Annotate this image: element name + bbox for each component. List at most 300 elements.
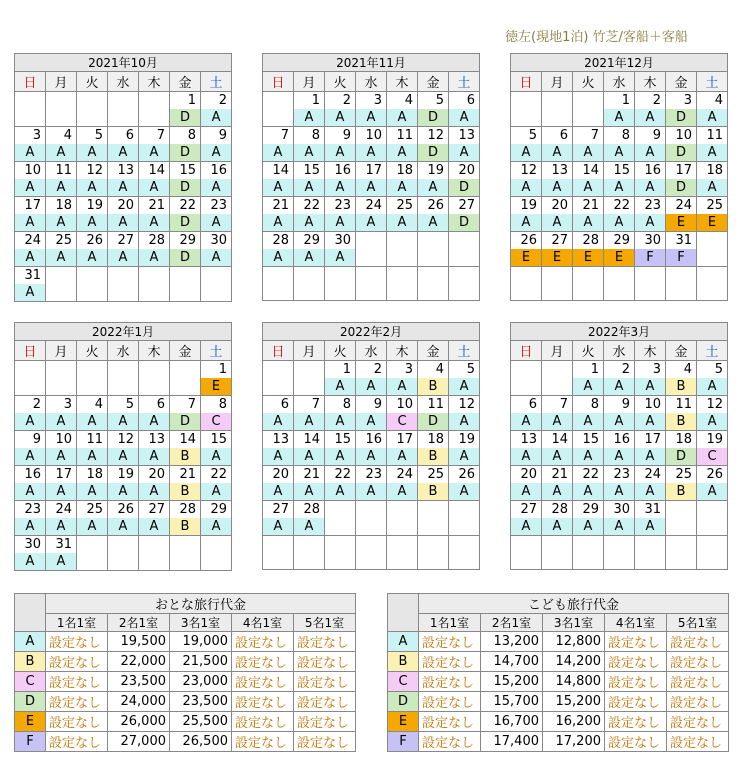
price-code: A [697, 144, 727, 161]
price-code: A [635, 483, 665, 500]
calendar-day [170, 197, 201, 232]
price-value: 13,200 [481, 632, 543, 652]
calendar-day [573, 162, 604, 197]
price-code: A [387, 144, 417, 161]
weekday-header: 日 [15, 72, 46, 92]
calendar-day [77, 232, 108, 267]
calendar-day [263, 396, 294, 431]
calendar-day [15, 267, 46, 302]
day-number: 20 [520, 467, 537, 482]
day-number: 23 [334, 198, 351, 213]
price-table-title: こども旅行代金 [419, 594, 729, 614]
price-code: A [15, 553, 45, 570]
day-number: 24 [365, 198, 382, 213]
price-value: 設定なし [419, 692, 481, 712]
price-code: A [511, 413, 541, 430]
price-code: A [139, 179, 169, 196]
calendar-day [666, 127, 697, 162]
day-number: 11 [86, 432, 103, 447]
day-number: 7 [590, 128, 599, 143]
day-number: 22 [582, 467, 599, 482]
price-code: A [15, 214, 45, 231]
price-code-label: B [15, 652, 46, 672]
day-number: 10 [675, 128, 692, 143]
price-code: A [294, 214, 324, 231]
calendar-day [46, 197, 77, 232]
price-value: 設定なし [294, 732, 356, 752]
calendar-day [666, 431, 697, 466]
price-code: D [170, 413, 200, 430]
day-number: 6 [156, 397, 165, 412]
price-code-label: F [15, 732, 46, 752]
price-code: A [387, 483, 417, 500]
price-code: A [511, 448, 541, 465]
day-number: 12 [117, 432, 134, 447]
calendar-empty-cell [139, 536, 170, 571]
price-code: A [294, 249, 324, 266]
calendar-day [449, 127, 480, 162]
day-number: 18 [86, 467, 103, 482]
calendar-day [666, 162, 697, 197]
day-number: 30 [210, 233, 228, 248]
calendar-day [46, 431, 77, 466]
day-number: 7 [311, 397, 320, 412]
weekday-header: 日 [511, 341, 542, 361]
price-code: A [139, 518, 169, 535]
calendar-day [294, 466, 325, 501]
day-number: 29 [210, 502, 228, 517]
calendar-day [46, 162, 77, 197]
price-code: A [604, 179, 634, 196]
price-code: A [325, 378, 355, 395]
day-number: 19 [86, 198, 103, 213]
day-number: 24 [644, 467, 661, 482]
price-code: A [263, 249, 293, 266]
day-number: 15 [613, 163, 630, 178]
calendar-day [356, 127, 387, 162]
price-code: D [170, 179, 200, 196]
calendar-empty-cell [263, 536, 294, 570]
day-number: 6 [559, 128, 568, 143]
price-code: A [139, 144, 169, 161]
calendar-day [46, 127, 77, 162]
day-number: 16 [365, 432, 382, 447]
day-number: 29 [582, 502, 599, 517]
calendar-day [15, 232, 46, 267]
day-number: 26 [117, 502, 134, 517]
calendar-day [666, 361, 697, 396]
price-code: D [449, 214, 479, 231]
calendar-empty-cell [46, 92, 77, 127]
weekday-header: 金 [170, 341, 201, 361]
day-number: 31 [675, 233, 692, 248]
price-code: E [604, 249, 634, 266]
price-value: 設定なし [419, 632, 481, 652]
day-number: 9 [373, 397, 382, 412]
calendar-empty-cell [418, 267, 449, 301]
day-number: 31 [644, 502, 661, 517]
page-title: 徳左(現地1泊) 竹芝/客船＋客船 [505, 30, 688, 45]
calendar-day [201, 127, 232, 162]
calendar-day [666, 197, 697, 232]
price-code: A [139, 413, 169, 430]
day-number: 24 [24, 233, 41, 248]
day-number: 6 [466, 93, 476, 108]
price-value: 15,700 [481, 692, 543, 712]
calendar-day [108, 431, 139, 466]
calendar-day [604, 232, 635, 267]
calendar-empty-cell [356, 536, 387, 570]
room-occupancy-header: 3名1室 [170, 614, 232, 632]
price-code: A [356, 109, 386, 126]
calendar-empty-cell [573, 536, 604, 570]
calendar-day [418, 162, 449, 197]
price-code: A [542, 483, 572, 500]
price-code: A [635, 109, 665, 126]
price-code: A [604, 214, 634, 231]
day-number: 15 [303, 163, 320, 178]
calendar-day [170, 162, 201, 197]
weekday-header: 水 [604, 72, 635, 92]
calendar-empty-cell [46, 267, 77, 302]
price-row [15, 732, 356, 752]
weekday-header: 水 [108, 72, 139, 92]
calendar-empty-cell [294, 536, 325, 570]
price-code: A [573, 413, 603, 430]
day-number: 10 [24, 163, 41, 178]
calendar-day [573, 501, 604, 536]
calendar-day [697, 162, 728, 197]
price-code: A [635, 448, 665, 465]
weekday-header: 日 [263, 72, 294, 92]
day-number: 16 [24, 467, 41, 482]
day-number: 4 [714, 93, 724, 108]
day-number: 27 [551, 233, 568, 248]
calendar-day [77, 197, 108, 232]
price-code: A [263, 483, 293, 500]
calendar-day [604, 92, 635, 127]
weekday-header: 月 [294, 72, 325, 92]
calendar-day [108, 466, 139, 501]
price-row [15, 692, 356, 712]
calendar-day [573, 431, 604, 466]
price-code: A [325, 109, 355, 126]
price-value: 24,000 [108, 692, 170, 712]
calendar-day [697, 431, 728, 466]
day-number: 3 [683, 93, 692, 108]
calendar-day [635, 396, 666, 431]
day-number: 28 [179, 502, 196, 517]
price-code: A [46, 214, 76, 231]
weekday-header: 金 [170, 72, 201, 92]
price-code: A [108, 483, 138, 500]
calendar-day [325, 127, 356, 162]
price-code: A [387, 448, 417, 465]
price-code: A [511, 483, 541, 500]
price-value: 設定なし [294, 712, 356, 732]
price-code: A [542, 518, 572, 535]
day-number: 24 [675, 198, 692, 213]
calendar-day [201, 92, 232, 127]
calendar-day [325, 162, 356, 197]
day-number: 5 [714, 362, 724, 377]
price-value: 設定なし [294, 652, 356, 672]
calendar-day [201, 466, 232, 501]
calendar-day [325, 92, 356, 127]
day-number: 15 [179, 163, 196, 178]
price-row [388, 692, 729, 712]
calendar-empty-cell [170, 267, 201, 302]
calendar-day [15, 127, 46, 162]
calendar-day [170, 127, 201, 162]
day-number: 25 [706, 198, 724, 213]
calendar-day [77, 162, 108, 197]
price-code-label: E [388, 712, 419, 732]
calendar-empty-cell [573, 267, 604, 301]
price-value: 26,000 [108, 712, 170, 732]
price-code-label: D [15, 692, 46, 712]
calendar-day [356, 431, 387, 466]
calendar-day [449, 396, 480, 431]
day-number: 29 [179, 233, 196, 248]
calendar-day [201, 396, 232, 431]
weekday-header: 火 [77, 72, 108, 92]
calendar-day [77, 501, 108, 536]
day-number: 13 [148, 432, 165, 447]
calendar-empty-cell [666, 501, 697, 536]
price-code: A [77, 518, 107, 535]
calendar-day [573, 361, 604, 396]
calendar-day [139, 466, 170, 501]
calendar-empty-cell [511, 92, 542, 127]
price-code: A [46, 144, 76, 161]
day-number: 25 [396, 198, 413, 213]
day-number: 6 [528, 397, 537, 412]
day-number: 20 [272, 467, 289, 482]
day-number: 7 [156, 128, 165, 143]
price-code: A [387, 179, 417, 196]
price-code: A [201, 518, 231, 535]
calendar-empty-cell [325, 267, 356, 301]
day-number: 13 [458, 128, 476, 143]
price-code: A [15, 284, 45, 301]
calendar-day [418, 127, 449, 162]
calendar-day [418, 396, 449, 431]
price-value: 設定なし [232, 712, 294, 732]
price-code: A [46, 448, 76, 465]
calendar-day [418, 92, 449, 127]
price-code: A [77, 179, 107, 196]
calendar-day [294, 431, 325, 466]
calendar-empty-cell [15, 361, 46, 396]
calendar-day [108, 396, 139, 431]
price-code: A [139, 448, 169, 465]
room-occupancy-header: 4名1室 [605, 614, 667, 632]
weekday-header: 月 [46, 341, 77, 361]
price-code: A [201, 214, 231, 231]
day-number: 3 [32, 128, 41, 143]
weekday-header: 木 [387, 341, 418, 361]
day-number: 2 [342, 93, 351, 108]
price-code: D [170, 144, 200, 161]
price-code: A [449, 378, 479, 395]
day-number: 6 [125, 128, 134, 143]
calendar-day [573, 197, 604, 232]
calendar-empty-cell [542, 92, 573, 127]
price-value: 23,000 [170, 672, 232, 692]
calendar-day [15, 466, 46, 501]
calendar-day [418, 361, 449, 396]
price-code: C [201, 413, 231, 430]
calendar-day [418, 431, 449, 466]
calendar-day [542, 396, 573, 431]
day-number: 6 [280, 397, 289, 412]
day-number: 18 [396, 163, 413, 178]
calendar-empty-cell [418, 536, 449, 570]
calendar-day [15, 536, 46, 571]
calendar-day [15, 162, 46, 197]
price-code: A [511, 144, 541, 161]
calendar-day [170, 431, 201, 466]
day-number: 21 [303, 467, 320, 482]
calendar-empty-cell [325, 536, 356, 570]
day-number: 12 [427, 128, 444, 143]
price-code-label: C [388, 672, 419, 692]
day-number: 23 [24, 502, 41, 517]
price-code: A [46, 553, 76, 570]
day-number: 19 [706, 432, 724, 447]
price-value: 22,000 [108, 652, 170, 672]
day-number: 25 [427, 467, 444, 482]
day-number: 5 [528, 128, 537, 143]
calendar-day [542, 162, 573, 197]
day-number: 23 [365, 467, 382, 482]
calendar-month [14, 322, 232, 571]
day-number: 1 [218, 362, 228, 377]
calendar-day [542, 431, 573, 466]
price-code: D [418, 144, 448, 161]
calendar-empty-cell [511, 536, 542, 570]
day-number: 29 [303, 233, 320, 248]
calendar-day [387, 127, 418, 162]
day-number: 17 [644, 432, 661, 447]
day-number: 21 [179, 467, 196, 482]
calendar-empty-cell [604, 536, 635, 570]
calendar-empty-cell [387, 267, 418, 301]
calendar-day [697, 127, 728, 162]
day-number: 21 [551, 467, 568, 482]
calendar-empty-cell [418, 501, 449, 536]
price-code: A [46, 179, 76, 196]
price-code: A [108, 413, 138, 430]
calendar-day [573, 232, 604, 267]
calendar-day [511, 431, 542, 466]
price-value: 25,500 [170, 712, 232, 732]
day-number: 22 [210, 467, 228, 482]
calendar-empty-cell [356, 267, 387, 301]
calendar-day [139, 162, 170, 197]
day-number: 17 [675, 163, 692, 178]
day-number: 7 [187, 397, 196, 412]
price-code: A [263, 413, 293, 430]
calendar-day [511, 501, 542, 536]
price-code: A [356, 448, 386, 465]
price-value: 設定なし [232, 632, 294, 652]
price-code: A [573, 378, 603, 395]
calendar-empty-cell [77, 536, 108, 571]
price-code-label: A [15, 632, 46, 652]
price-code: A [449, 144, 479, 161]
day-number: 7 [280, 128, 289, 143]
price-value: 設定なし [46, 712, 108, 732]
price-code: C [387, 413, 417, 430]
day-number: 26 [86, 233, 103, 248]
weekday-header: 火 [573, 72, 604, 92]
price-row [388, 712, 729, 732]
calendar-empty-cell [697, 536, 728, 570]
price-value: 設定なし [667, 712, 729, 732]
calendar-day [542, 466, 573, 501]
price-code: A [542, 448, 572, 465]
calendar-day [697, 466, 728, 501]
calendar-empty-cell [697, 232, 728, 267]
price-code: A [263, 448, 293, 465]
day-number: 8 [342, 397, 351, 412]
calendar-empty-cell [449, 536, 480, 570]
price-code: D [170, 214, 200, 231]
price-code: A [697, 413, 727, 430]
day-number: 26 [427, 198, 444, 213]
price-value: 設定なし [667, 632, 729, 652]
day-number: 11 [396, 128, 413, 143]
calendar-month-title: 2022年3月 [511, 323, 728, 341]
calendar-day [356, 197, 387, 232]
price-code: C [697, 448, 727, 465]
day-number: 14 [582, 163, 599, 178]
calendar-empty-cell [666, 267, 697, 301]
day-number: 1 [590, 362, 599, 377]
day-number: 27 [520, 502, 537, 517]
day-number: 19 [520, 198, 537, 213]
weekday-header: 木 [387, 72, 418, 92]
weekday-header: 土 [449, 72, 480, 92]
day-number: 22 [613, 198, 630, 213]
price-code: A [77, 448, 107, 465]
day-number: 28 [272, 233, 289, 248]
calendar-day [139, 396, 170, 431]
price-code: A [635, 378, 665, 395]
price-code: A [263, 214, 293, 231]
price-code: A [604, 483, 634, 500]
price-value: 設定なし [419, 652, 481, 672]
calendar-day [294, 501, 325, 536]
day-number: 5 [125, 397, 134, 412]
calendar-empty-cell [263, 267, 294, 301]
calendar-month-title: 2021年10月 [15, 54, 232, 72]
price-code: F [666, 249, 696, 266]
price-code: B [170, 518, 200, 535]
price-value: 15,200 [543, 692, 605, 712]
day-number: 15 [582, 432, 599, 447]
day-number: 30 [644, 233, 661, 248]
calendar-empty-cell [356, 232, 387, 267]
price-code: A [15, 179, 45, 196]
calendar-day [263, 501, 294, 536]
price-value: 設定なし [46, 672, 108, 692]
price-code: A [449, 109, 479, 126]
price-row [15, 652, 356, 672]
day-number: 22 [334, 467, 351, 482]
